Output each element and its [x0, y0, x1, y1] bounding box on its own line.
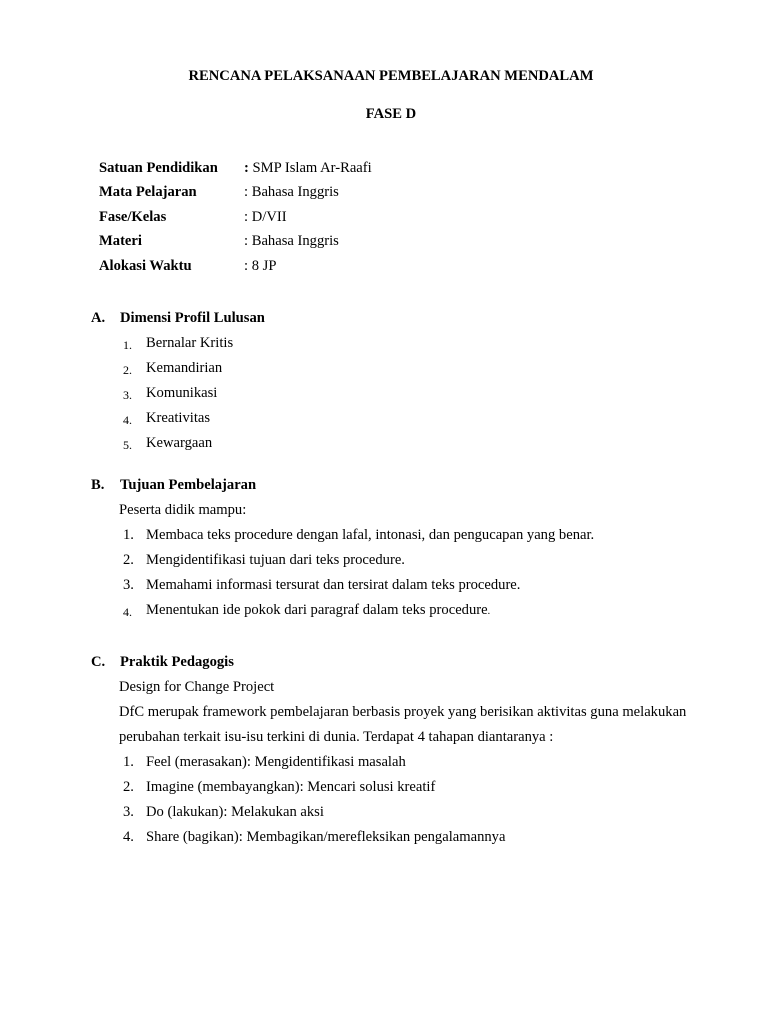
info-label: Mata Pelajaran — [99, 184, 197, 201]
list-text-main: Menentukan ide pokok dari paragraf dalam teks procedure — [146, 602, 488, 619]
list-text: Membaca teks procedure dengan lafal, intonasi, dan pengucapan yang benar. — [146, 527, 595, 543]
section-b-heading — [91, 476, 256, 494]
section-letter: C. — [91, 654, 106, 670]
list-text — [146, 601, 490, 621]
info-value — [244, 183, 339, 201]
list-text-period: . — [487, 606, 491, 618]
list-number: 5. — [123, 438, 132, 453]
list-number: 1. — [123, 527, 134, 543]
list-number: 3. — [123, 804, 134, 821]
list-text: Do (lakukan): Melakukan aksi — [146, 804, 324, 821]
list-text: Kewargaan — [146, 435, 213, 452]
info-value-text: D/VII — [251, 208, 287, 225]
section-title: Praktik Pedagogis — [120, 654, 234, 670]
info-value — [244, 232, 339, 250]
list-number: 2. — [123, 363, 132, 378]
section-title: Tujuan Pembelajaran — [120, 477, 257, 493]
list-text: Imagine (membayangkan): Mencari solusi kreatif — [146, 779, 436, 796]
list-number: 1. — [123, 754, 134, 770]
info-value-text: Bahasa Inggris — [251, 233, 339, 250]
list-number: 3. — [123, 577, 134, 594]
list-text: Komunikasi — [146, 385, 218, 402]
info-label: Satuan Pendidikan — [99, 160, 218, 176]
list-text: Share (bagikan): Membagikan/merefleksikan pengalamannya — [146, 829, 506, 846]
info-value — [244, 208, 287, 226]
info-label: Fase/Kelas — [99, 208, 167, 225]
info-value-text: 8 JP — [251, 257, 277, 274]
info-value — [244, 159, 372, 177]
info-colon: : — [244, 208, 249, 225]
list-text: Mengidentifikasi tujuan dari teks procedure. — [146, 552, 405, 569]
section-letter: A. — [91, 310, 106, 326]
list-number: 2. — [123, 779, 134, 796]
list-number: 4. — [123, 413, 132, 428]
learning-objective-intro: Peserta didik mampu: — [119, 502, 247, 518]
info-label: Materi — [99, 233, 142, 250]
section-a-heading — [91, 309, 265, 327]
list-number: 2. — [123, 552, 134, 569]
pedagogy-line-2: DfC merupak framework pembelajaran berbasis proyek yang berisikan aktivitas guna melakukan — [119, 704, 687, 720]
list-number: 1. — [123, 338, 132, 352]
document-subtitle: FASE D — [365, 106, 417, 122]
info-colon: : — [244, 160, 249, 176]
pedagogy-line-1: Design for Change Project — [119, 679, 275, 695]
document-title: RENCANA PELAKSANAAN PEMBELAJARAN MENDALAM — [188, 68, 594, 84]
list-text: Kemandirian — [146, 360, 223, 377]
list-text: Memahami informasi tersurat dan tersirat dalam teks procedure. — [146, 577, 521, 594]
section-letter: B. — [91, 477, 105, 493]
list-number: 4. — [123, 605, 132, 620]
info-value-text: Bahasa Inggris — [251, 184, 339, 201]
list-text: Kreativitas — [146, 410, 211, 427]
list-number: 3. — [123, 388, 132, 403]
section-title: Dimensi Profil Lulusan — [120, 310, 265, 326]
info-value-text: SMP Islam Ar-Raafi — [252, 160, 372, 176]
info-colon: : — [244, 233, 249, 250]
info-colon: : — [244, 184, 249, 201]
info-colon: : — [244, 257, 249, 274]
pedagogy-line-3: perubahan terkait isu-isu terkini di dunia. Terdapat 4 tahapan diantaranya : — [119, 729, 554, 745]
section-c-heading — [91, 653, 234, 671]
info-value — [244, 257, 276, 275]
info-label: Alokasi Waktu — [99, 257, 192, 274]
list-text: Bernalar Kritis — [146, 335, 234, 351]
list-number: 4. — [123, 829, 134, 846]
list-text: Feel (merasakan): Mengidentifikasi masalah — [146, 754, 406, 770]
